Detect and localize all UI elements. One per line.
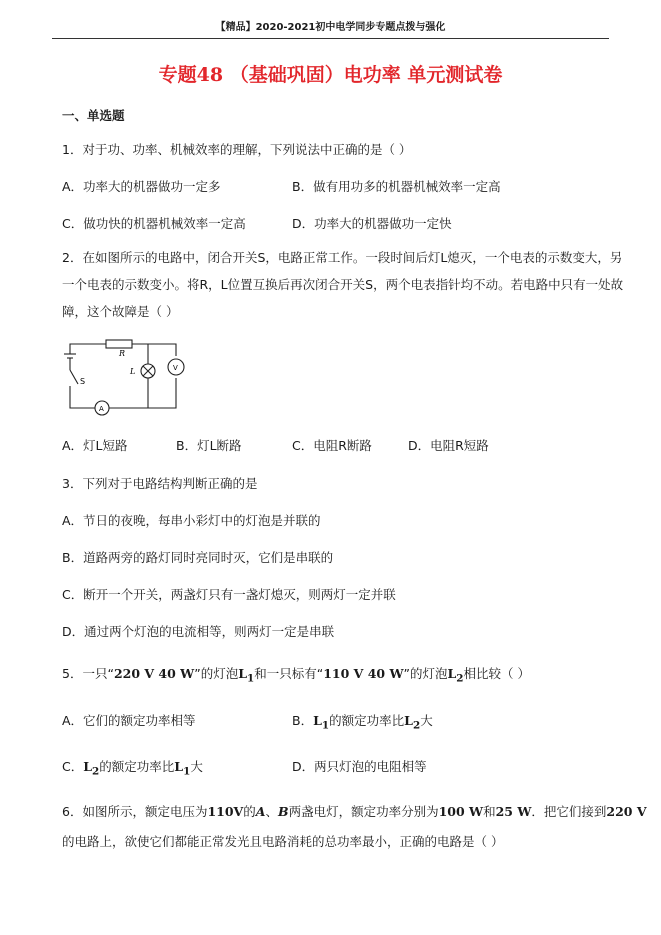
q5-option-c <box>62 757 203 778</box>
q5-option-c-text: 的额定功率比 <box>99 759 175 774</box>
q5-lamp-2-sub: 2 <box>456 672 464 685</box>
q2-option-a: A．灯L短路 <box>62 438 128 453</box>
q2-stem-line3: 障，这个故障是（ ） <box>62 304 179 319</box>
q5-option-d: D．两只灯泡的电阻相等 <box>292 759 427 774</box>
circuit-label-v: V <box>173 364 178 372</box>
q5-text: ”的灯泡 <box>403 666 448 681</box>
q2-option-c: C．电阻R断路 <box>292 438 372 453</box>
circuit-label-l: L <box>130 367 136 376</box>
q6-voltage-1: 110V <box>207 804 244 819</box>
q3-option-c: C．断开一个开关，两盏灯只有一盏灯熄灭，则两灯一定并联 <box>62 587 396 602</box>
q5-option-c-sub2: 1 <box>183 765 191 778</box>
q5-text: 相比较（ ） <box>463 666 531 681</box>
q1-option-d: D．功率大的机器做功一定快 <box>292 216 452 231</box>
q1-option-c: C．做功快的机器机械效率一定高 <box>62 216 246 231</box>
q5-lamp-2: L <box>447 666 457 681</box>
q5-option-b-end: 大 <box>420 713 433 728</box>
q6-power-1: 100 W <box>438 804 484 819</box>
q1-option-b: B．做有用功多的机器机械效率一定高 <box>292 179 501 194</box>
q5-rating-2: 110 V 40 W <box>323 666 404 681</box>
q2-option-b: B．灯L断路 <box>176 438 242 453</box>
circuit-label-a: A <box>99 405 104 413</box>
circuit-label-r: R <box>119 349 126 358</box>
q5-option-b <box>292 711 433 732</box>
q6-lamp-b: B <box>278 804 289 819</box>
q5-option-c-sub: 2 <box>92 765 100 778</box>
q1-stem: 1．对于功、功率、机械效率的理解，下列说法中正确的是（ ） <box>62 142 412 157</box>
q3-option-d: D．通过两个灯泡的电流相等，则两灯一定是串联 <box>62 624 335 639</box>
q3-option-a: A．节日的夜晚，每串小彩灯中的灯泡是并联的 <box>62 513 321 528</box>
q3-option-b: B．道路两旁的路灯同时亮同时灭，它们是串联的 <box>62 550 334 565</box>
q5-option-b-sub: 1 <box>321 719 330 732</box>
q5-lamp-1-sub: 1 <box>247 672 255 685</box>
q6-text: 的 <box>243 804 256 819</box>
q5-option-a: A．它们的额定功率相等 <box>62 713 196 728</box>
q5-option-c-end: 大 <box>190 759 203 774</box>
q5-stem <box>62 664 530 685</box>
q5-text: 和一只标有“ <box>254 666 324 681</box>
page-title: 专题48 （基础巩固）电功率 单元测试卷 <box>158 64 503 86</box>
q5-option-b-lamp2: L <box>404 713 413 728</box>
q6-stem-line1 <box>62 802 647 820</box>
q6-text: 和 <box>483 804 496 819</box>
q2-option-d: D．电阻R短路 <box>408 438 489 453</box>
q6-voltage-2: 220 V <box>606 804 647 819</box>
q5-option-b-text: 的额定功率比 <box>329 713 405 728</box>
section-heading: 一、单选题 <box>62 108 125 123</box>
circuit-diagram <box>60 336 190 416</box>
q5-rating-1: 220 V 40 W <box>113 666 195 681</box>
q5-option-c-prefix: C． <box>62 759 84 774</box>
q5-option-b-lamp: L <box>313 713 322 728</box>
q6-text: 、 <box>265 804 278 819</box>
q6-stem-line2: 的电路上，欲使它们都能正常发光且电路消耗的总功率最小，正确的电路是（ ） <box>62 834 504 849</box>
q6-power-2: 25 W <box>495 804 532 819</box>
q6-lamp-a: A <box>255 804 266 819</box>
q5-option-c-lamp: L <box>83 759 93 774</box>
page-header: 【精品】2020-2021初中电学同步专题点拨与强化 <box>52 20 609 39</box>
q5-lamp-1: L <box>238 666 247 681</box>
q5-option-b-prefix: B． <box>292 713 314 728</box>
q5-option-c-lamp2: L <box>174 759 184 774</box>
q6-text: ．把它们接到 <box>531 804 607 819</box>
q2-stem-line2: 一个电表的示数变小。将R，L位置互换后再次闭合开关S，两个电表指针均不动。若电路中只有一处故 <box>62 277 624 292</box>
q6-text: 两盏电灯，额定功率分别为 <box>288 804 439 819</box>
circuit-label-s: S <box>80 377 86 386</box>
q3-stem: 3．下列对于电路结构判断正确的是 <box>62 476 258 491</box>
q6-text: 6．如图所示，额定电压为 <box>62 804 208 819</box>
q5-option-b-sub2: 2 <box>412 719 421 732</box>
q5-text: 5．一只“ <box>62 666 114 681</box>
q5-text: ”的灯泡 <box>194 666 239 681</box>
q1-option-a: A．功率大的机器做功一定多 <box>62 179 221 194</box>
q2-stem-line1: 2．在如图所示的电路中，闭合开关S，电路正常工作。一段时间后灯L熄灭，一个电表的示数变大，另 <box>62 250 623 265</box>
